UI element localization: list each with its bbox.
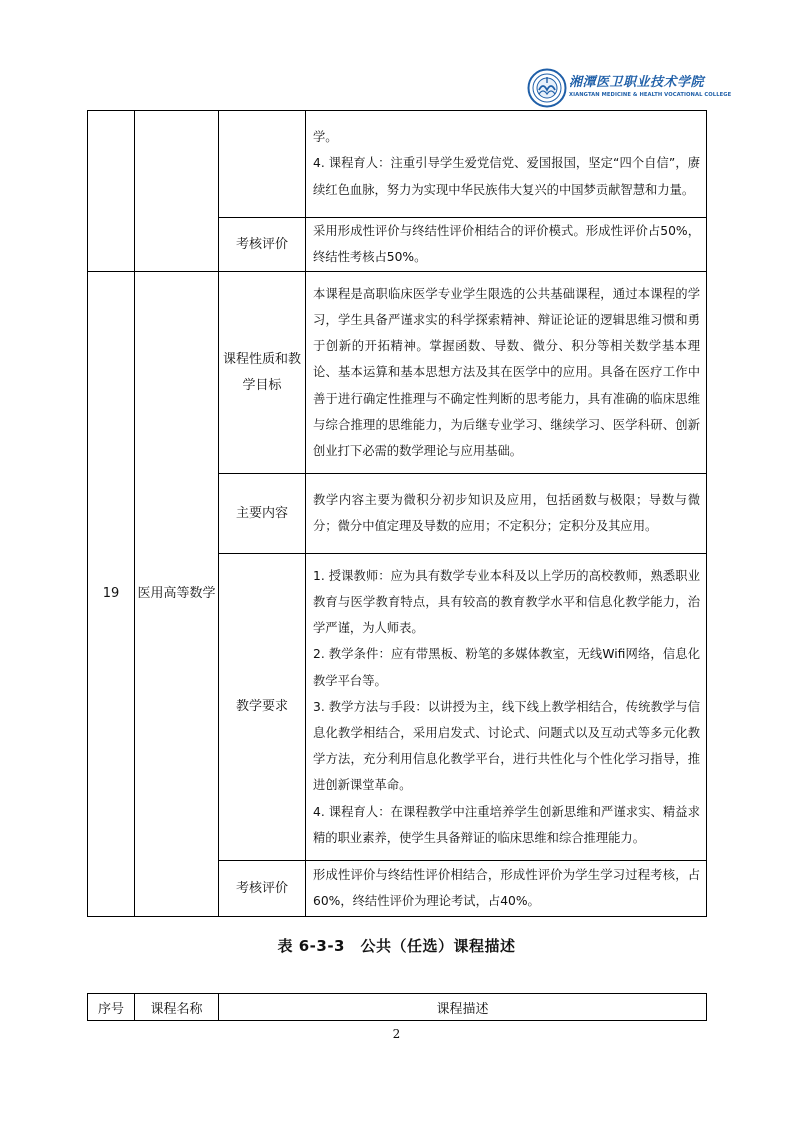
nature-text: 本课程是高职临床医学专业学生限选的公共基础课程，通过本课程的学习，学生具备严谨求实的科学探索精神、辩证论证的逻辑思维习惯和勇于创新的开拓精神。掌握函数、导数、微分、积分等相关数学基本理论、基本运算和基本思想方法及其在医学中的应用。具备在医疗工作中善于进行确定性推理与不确定性判断的思考能力，具有准确的临床思维与综合推理的思维能力，为后继专业学习、继续学习、医学科研、创新创业打下必需的数学理论与应用基础。 [306, 272, 707, 474]
prev-course-line-1: 学。 [313, 130, 338, 145]
requirement-item: 4. 课程育人：在课程教学中注重培养学生创新思维和严谨求实、精益求精的职业素养，使学生具备辩证的临床思维和综合推理能力。 [313, 804, 700, 845]
assess-text: 形成性评价与终结性评价相结合，形成性评价为学生学习过程考核，占60%，终结性评价为理论考试，占40%。 [306, 861, 707, 917]
content-label: 主要内容 [219, 474, 306, 554]
requirements-label: 教学要求 [219, 554, 306, 861]
requirement-item: 1. 授课教师：应为具有数学专业本科及以上学历的高校教师，熟悉职业教育与医学教育特点，具有较高的教育教学水平和信息化教学能力，治学严谨，为人师表。 [313, 568, 700, 636]
prev-course-name-cell [135, 111, 219, 272]
prev-course-number-cell [88, 111, 135, 272]
header-course-name: 课程名称 [135, 994, 219, 1021]
requirements-text [306, 554, 707, 861]
nature-label: 课程性质和教学目标 [219, 272, 306, 474]
table-row [88, 272, 707, 474]
table-caption: 表 6-3-3 公共（任选）课程描述 [277, 937, 516, 955]
course-name: 医用高等数学 [135, 272, 219, 917]
table-header-row [88, 994, 707, 1021]
requirement-item: 2. 教学条件：应有带黑板、粉笔的多媒体教室，无线Wifi网络，信息化教学平台等。 [313, 647, 700, 688]
table-row [88, 111, 707, 218]
college-logo [527, 68, 732, 110]
college-emblem-icon [527, 68, 567, 108]
requirement-item: 3. 教学方法与手段：以讲授为主，线下线上教学相结合，传统教学与信息化教学相结合，采用启发式、讨论式、问题式以及互动式等多元化教学方法，充分利用信息化教学平台，进行共性化与个性化学习指导，推进创新课堂革命。 [313, 699, 700, 793]
elective-course-table-header [87, 993, 707, 1021]
prev-course-line-2: 4. 课程育人：注重引导学生爱党信党、爱国报国，坚定“四个自信”，赓续红色血脉，努力为实现中华民族伟大复兴的中国梦贡献智慧和力量。 [313, 156, 700, 197]
prev-course-label-cell [219, 111, 306, 218]
logo-english-name: XIANGTAN MEDICINE & HEALTH VOCATIONAL COLLEGE [569, 92, 732, 98]
content-text: 教学内容主要为微积分初步知识及应用，包括函数与极限；导数与微分；微分中值定理及导数的应用；不定积分；定积分及其应用。 [306, 474, 707, 554]
page-number: 2 [392, 1027, 401, 1041]
assess-label: 考核评价 [219, 861, 306, 917]
prev-assess-text: 采用形成性评价与终结性评价相结合的评价模式。形成性评价占50%，终结性考核占50%。 [306, 218, 707, 272]
header-course-description: 课程描述 [219, 994, 707, 1021]
prev-course-content-cell [306, 111, 707, 218]
course-description-table [87, 110, 707, 917]
header-number: 序号 [88, 994, 135, 1021]
logo-chinese-name: 湘潭医卫职业技术学院 [569, 75, 705, 90]
prev-assess-label: 考核评价 [219, 218, 306, 272]
course-number: 19 [88, 272, 135, 917]
